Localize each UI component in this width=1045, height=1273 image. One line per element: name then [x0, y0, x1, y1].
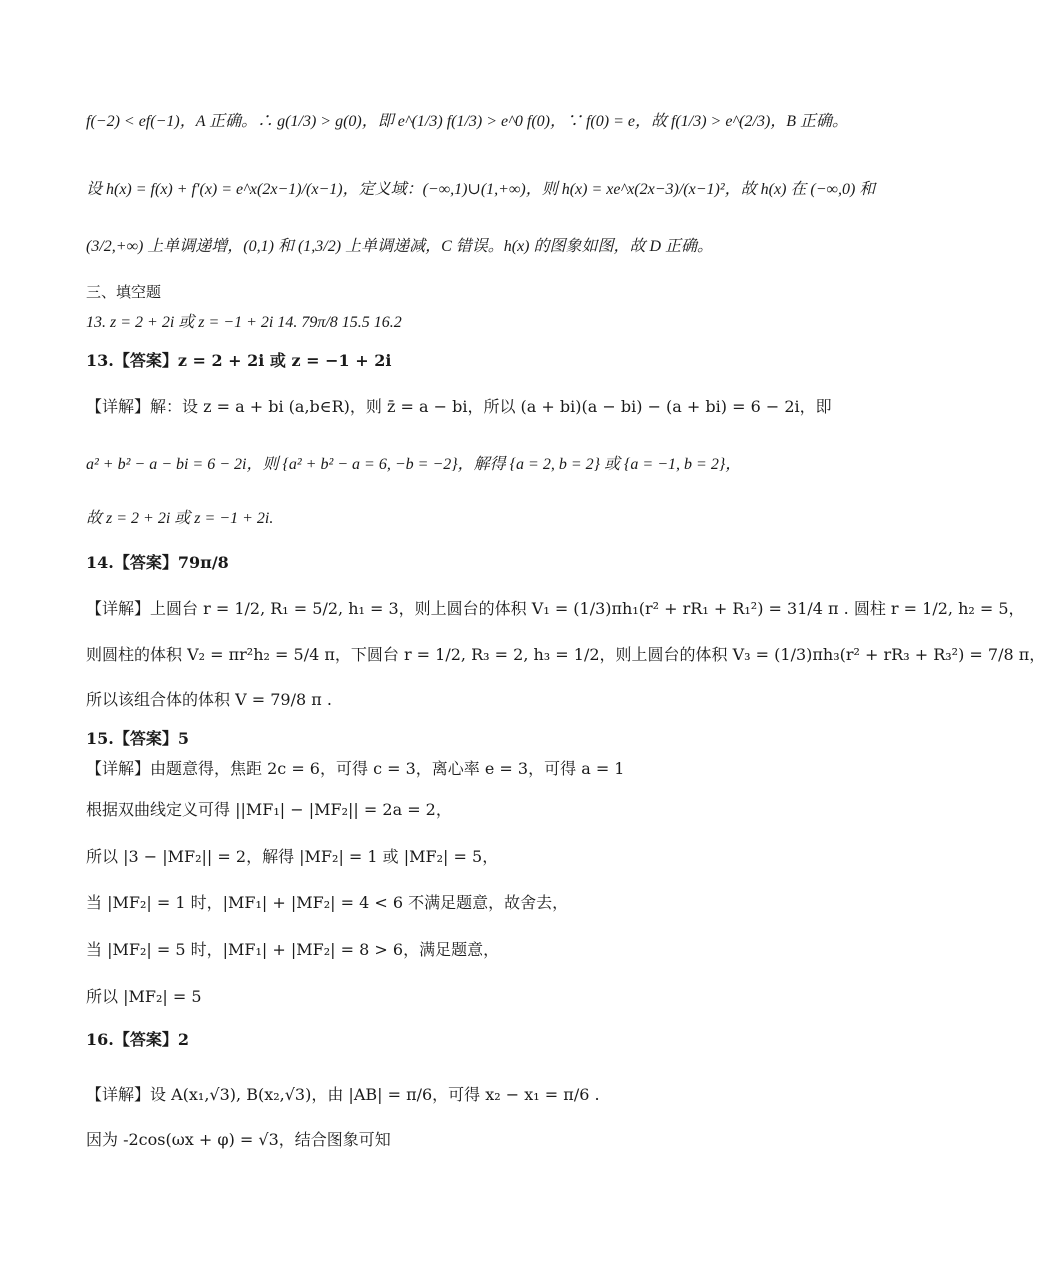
line-ab-correct: f(−2) < ef(−1)，A 正确。∴ g(1/3) > g(0)，即 e^(1/3) f(1/3) > e^0 f(0)，∵ f(0) = e，故 f(1/3) > e^(2/3)，B 正确。 — [86, 113, 849, 130]
q13-detail-1: 【详解】解：设 z = a + bi (a,b∈R)，则 z̄ = a − bi，所以 (a + bi)(a − bi) − (a + bi) = 6 − 2i，即 — [86, 397, 832, 416]
q16-detail-2: 因为 -2cos(ωx + φ) = √3，结合图象可知 — [86, 1130, 391, 1149]
q14-detail-1: 【详解】上圆台 r = 1/2, R₁ = 5/2, h₁ = 3，则上圆台的体积 V₁ = (1/3)πh₁(r² + rR₁ + R₁²) = 31/4 π . 圆柱 r = 1/2, h₂ = 5， — [86, 599, 1025, 618]
q15-answer: 15.【答案】5 — [86, 729, 189, 748]
q13-conclusion: 故 z = 2 + 2i 或 z = −1 + 2i. — [86, 510, 274, 527]
q14-answer: 14.【答案】79π/8 — [86, 553, 229, 572]
q15-detail-5: 当 |MF₂| = 5 时，|MF₁| + |MF₂| = 8 > 6，满足题意， — [86, 940, 500, 959]
line-hx-monotonic: (3/2,+∞) 上单调递增，(0,1) 和 (1,3/2) 上单调递减，C 错误。h(x) 的图象如图，故 D 正确。 — [86, 238, 714, 255]
answers-summary: 13. z = 2 + 2i 或 z = −1 + 2i 14. 79π/8 15.5 16.2 — [86, 314, 402, 331]
line-hx-definition: 设 h(x) = f(x) + f′(x) = e^x(2x−1)/(x−1)，定义域：(−∞,1)∪(1,+∞)，则 h(x) = xe^x(2x−3)/(x−1)²，故 h(x) 在 (−∞,0) 和 — [86, 181, 876, 198]
q14-detail-2: 则圆柱的体积 V₂ = πr²h₂ = 5/4 π，下圆台 r = 1/2, R₃ = 2, h₃ = 1/2，则上圆台的体积 V₃ = (1/3)πh₃(r² + rR₃ + R₃²) = 7/8 π， — [86, 645, 1045, 664]
q15-detail-1: 【详解】由题意得，焦距 2c = 6，可得 c = 3，离心率 e = 3，可得 a = 1 — [86, 759, 625, 778]
q16-answer: 16.【答案】2 — [86, 1030, 189, 1049]
q16-detail-1: 【详解】设 A(x₁,√3), B(x₂,√3)，由 |AB| = π/6，可得 x₂ − x₁ = π/6 . — [86, 1085, 600, 1104]
q15-conclusion: 所以 |MF₂| = 5 — [86, 987, 202, 1006]
q15-detail-2: 根据双曲线定义可得 ||MF₁| − |MF₂|| = 2a = 2， — [86, 800, 452, 819]
q13-detail-2: a² + b² − a − bi = 6 − 2i，则 {a² + b² − a = 6, −b = −2}，解得 {a = 2, b = 2} 或 {a = −1, b = 2}， — [86, 456, 742, 473]
q15-detail-3: 所以 |3 − |MF₂|| = 2，解得 |MF₂| = 1 或 |MF₂| = 5， — [86, 847, 499, 866]
section-heading-fill-blank: 三、填空题 — [86, 283, 162, 301]
q13-answer: 13.【答案】z = 2 + 2i 或 z = −1 + 2i — [86, 351, 392, 370]
q15-detail-4: 当 |MF₂| = 1 时，|MF₁| + |MF₂| = 4 < 6 不满足题意，故舍去， — [86, 893, 569, 912]
q14-conclusion: 所以该组合体的体积 V = 79/8 π . — [86, 690, 332, 709]
